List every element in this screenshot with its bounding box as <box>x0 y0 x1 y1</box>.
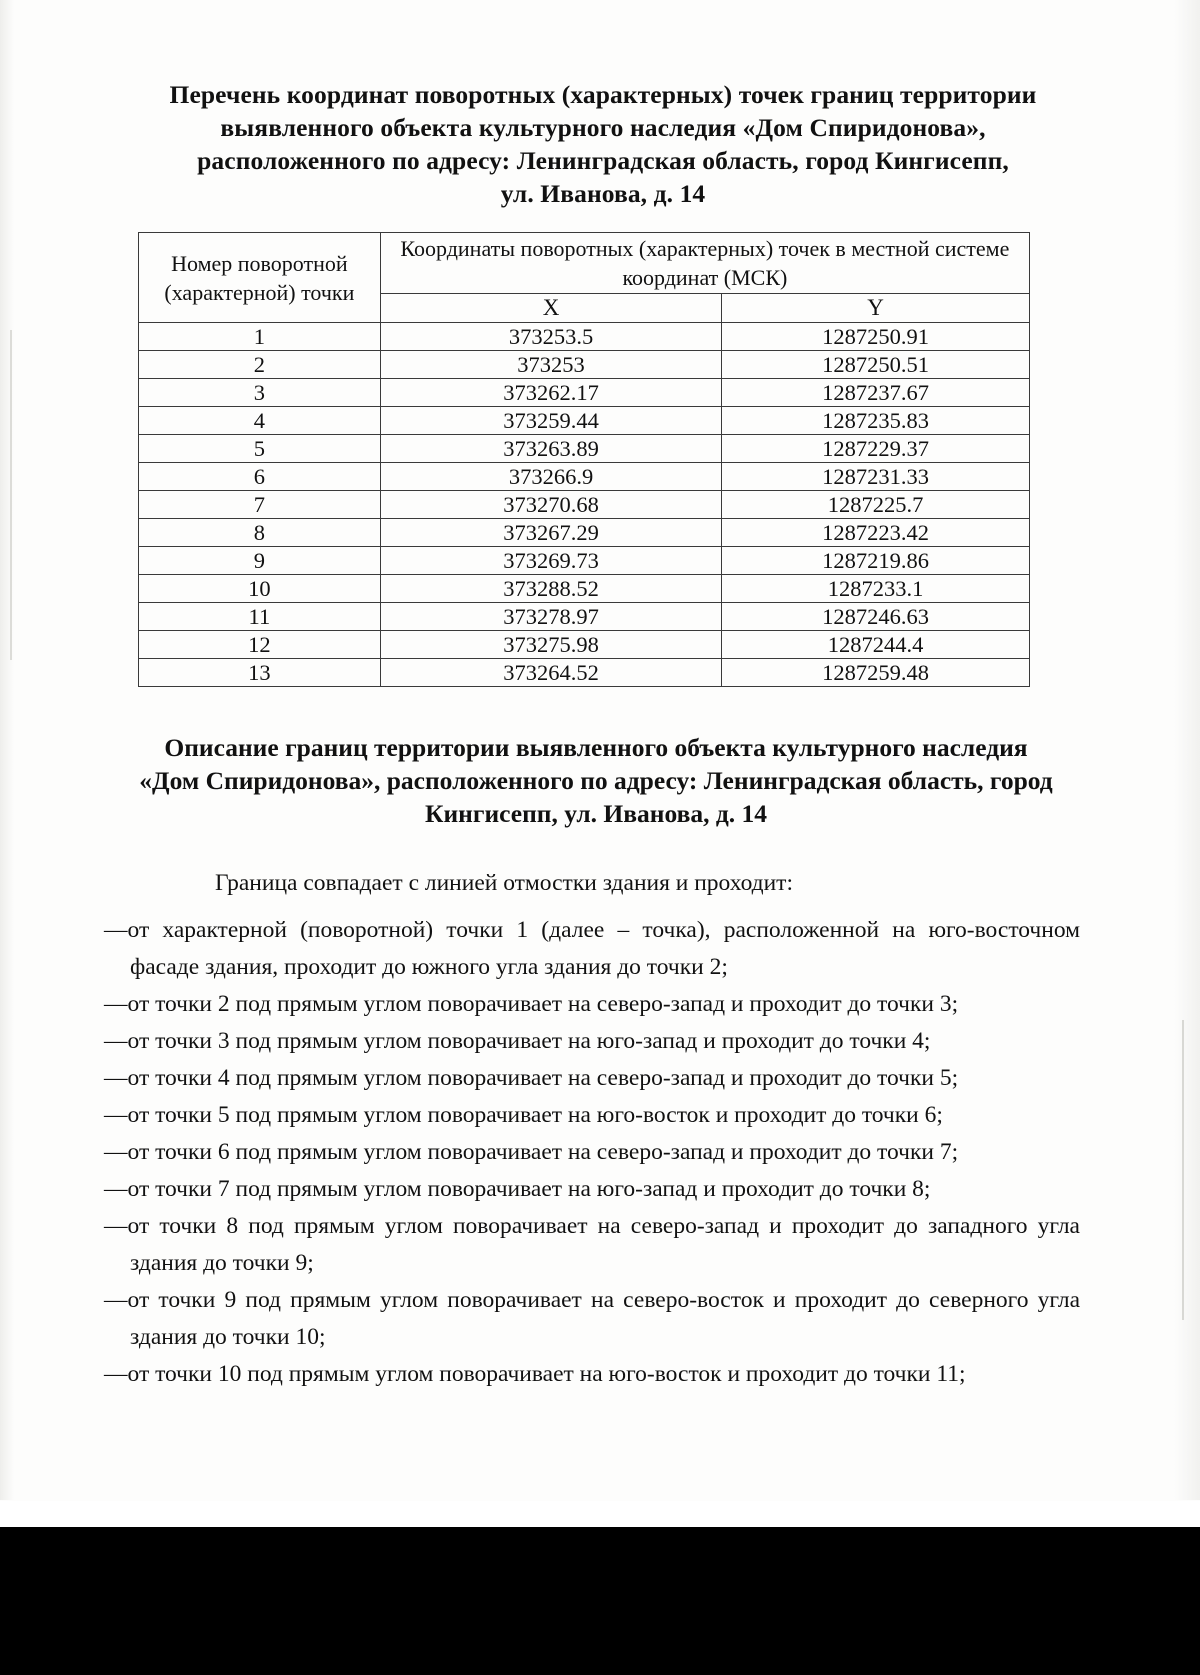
intro-paragraph: Граница совпадает с линией отмостки здания и проходит: <box>215 870 793 896</box>
cell-x-coordinate: 373269.73 <box>380 547 721 575</box>
table-row <box>139 631 1030 659</box>
cell-point-number: 9 <box>139 547 381 575</box>
list-item: —от точки 4 под прямым углом поворачивает на северо-запад и проходит до точки 5; <box>104 1065 959 1091</box>
cell-x-coordinate: 373253.5 <box>380 323 721 351</box>
table-body <box>139 323 1030 687</box>
list-item: —от точки 9 под прямым углом поворачивает на северо-восток и проходит до северного угла здания до точки 10; <box>104 1287 1080 1350</box>
cell-x-coordinate: 373253 <box>380 351 721 379</box>
table-row <box>139 407 1030 435</box>
list-item: —от точки 3 под прямым углом поворачивает на юго-запад и проходит до точки 4; <box>104 1028 931 1054</box>
cell-x-coordinate: 373267.29 <box>380 519 721 547</box>
list-item: —от точки 10 под прямым углом поворачивает на юго-восток и проходит до точки 11; <box>104 1361 966 1387</box>
cell-x-coordinate: 373266.9 <box>380 463 721 491</box>
cell-x-coordinate: 373259.44 <box>380 407 721 435</box>
cell-y-coordinate: 1287235.83 <box>722 407 1030 435</box>
cell-point-number: 1 <box>139 323 381 351</box>
table-head <box>139 233 1030 323</box>
table-row <box>139 603 1030 631</box>
border-description-list <box>0 898 1200 1393</box>
cell-y-coordinate: 1287231.33 <box>722 463 1030 491</box>
page-title-line-2: выявленного объекта культурного наследия «Дом Спиридонова», <box>220 113 986 142</box>
table-row <box>139 659 1030 687</box>
section-heading-line-1: Описание границ территории выявленного объекта культурного наследия <box>164 733 1028 762</box>
cell-point-number: 7 <box>139 491 381 519</box>
table-row <box>139 323 1030 351</box>
list-item: —от точки 7 под прямым углом поворачивает на юго-запад и проходит до точки 8; <box>104 1176 931 1202</box>
page-title <box>0 0 1200 210</box>
page-title-line-3: расположенного по адресу: Ленинградская область, город Кингисепп, <box>197 146 1009 175</box>
section-heading-line-3: Кингисепп, ул. Иванова, д. 14 <box>425 799 767 828</box>
list-item: —от точки 8 под прямым углом поворачивает на северо-запад и проходит до западного угла здания до точки 9; <box>104 1213 1080 1276</box>
cell-y-coordinate: 1287223.42 <box>722 519 1030 547</box>
column-header-coordinates-group: Координаты поворотных (характерных) точек в местной системе координат (МСК) <box>380 233 1029 294</box>
cell-y-coordinate: 1287246.63 <box>722 603 1030 631</box>
cell-point-number: 12 <box>139 631 381 659</box>
cell-x-coordinate: 373278.97 <box>380 603 721 631</box>
coordinates-table <box>138 232 1030 687</box>
cell-y-coordinate: 1287250.91 <box>722 323 1030 351</box>
cell-point-number: 11 <box>139 603 381 631</box>
page-title-line-4: ул. Иванова, д. 14 <box>500 179 706 208</box>
cell-x-coordinate: 373262.17 <box>380 379 721 407</box>
table-row <box>139 519 1030 547</box>
table-row <box>139 491 1030 519</box>
column-header-y: Y <box>722 294 1030 323</box>
cell-y-coordinate: 1287237.67 <box>722 379 1030 407</box>
cell-x-coordinate: 373270.68 <box>380 491 721 519</box>
page-bottom-whitespace <box>0 1501 1200 1527</box>
section-heading-line-2: «Дом Спиридонова», расположенного по адресу: Ленинградская область, город <box>139 766 1053 795</box>
cell-y-coordinate: 1287259.48 <box>722 659 1030 687</box>
cell-y-coordinate: 1287244.4 <box>722 631 1030 659</box>
column-header-point-number: Номер поворотной (характерной) точки <box>139 233 381 323</box>
cell-y-coordinate: 1287250.51 <box>722 351 1030 379</box>
list-item: —от точки 2 под прямым углом поворачивает на северо-запад и проходит до точки 3; <box>104 991 959 1017</box>
cell-x-coordinate: 373275.98 <box>380 631 721 659</box>
column-header-x: X <box>380 294 721 323</box>
cell-x-coordinate: 373288.52 <box>380 575 721 603</box>
cell-x-coordinate: 373263.89 <box>380 435 721 463</box>
page-title-line-1: Перечень координат поворотных (характерных) точек границ территории <box>169 80 1037 109</box>
table-row <box>139 463 1030 491</box>
coordinates-table-container <box>0 232 1200 687</box>
cell-y-coordinate: 1287229.37 <box>722 435 1030 463</box>
table-row <box>139 547 1030 575</box>
table-row <box>139 435 1030 463</box>
list-item: —от характерной (поворотной) точки 1 (далее – точка), расположенной на юго-восточном фасаде здания, проходит до южного угла здания до точки 2; <box>104 917 1080 980</box>
cell-y-coordinate: 1287225.7 <box>722 491 1030 519</box>
cell-point-number: 8 <box>139 519 381 547</box>
cell-x-coordinate: 373264.52 <box>380 659 721 687</box>
table-row <box>139 575 1030 603</box>
cell-y-coordinate: 1287219.86 <box>722 547 1030 575</box>
cell-y-coordinate: 1287233.1 <box>722 575 1030 603</box>
list-item: —от точки 5 под прямым углом поворачивает на юго-восток и проходит до точки 6; <box>104 1102 943 1128</box>
cell-point-number: 5 <box>139 435 381 463</box>
cell-point-number: 2 <box>139 351 381 379</box>
scanner-black-band <box>0 1527 1200 1675</box>
table-row <box>139 379 1030 407</box>
cell-point-number: 10 <box>139 575 381 603</box>
cell-point-number: 4 <box>139 407 381 435</box>
cell-point-number: 3 <box>139 379 381 407</box>
cell-point-number: 13 <box>139 659 381 687</box>
table-header-row-group <box>139 233 1030 294</box>
cell-point-number: 6 <box>139 463 381 491</box>
table-row <box>139 351 1030 379</box>
section-heading-border-description <box>0 731 1200 830</box>
list-item: —от точки 6 под прямым углом поворачивает на северо-запад и проходит до точки 7; <box>104 1139 959 1165</box>
